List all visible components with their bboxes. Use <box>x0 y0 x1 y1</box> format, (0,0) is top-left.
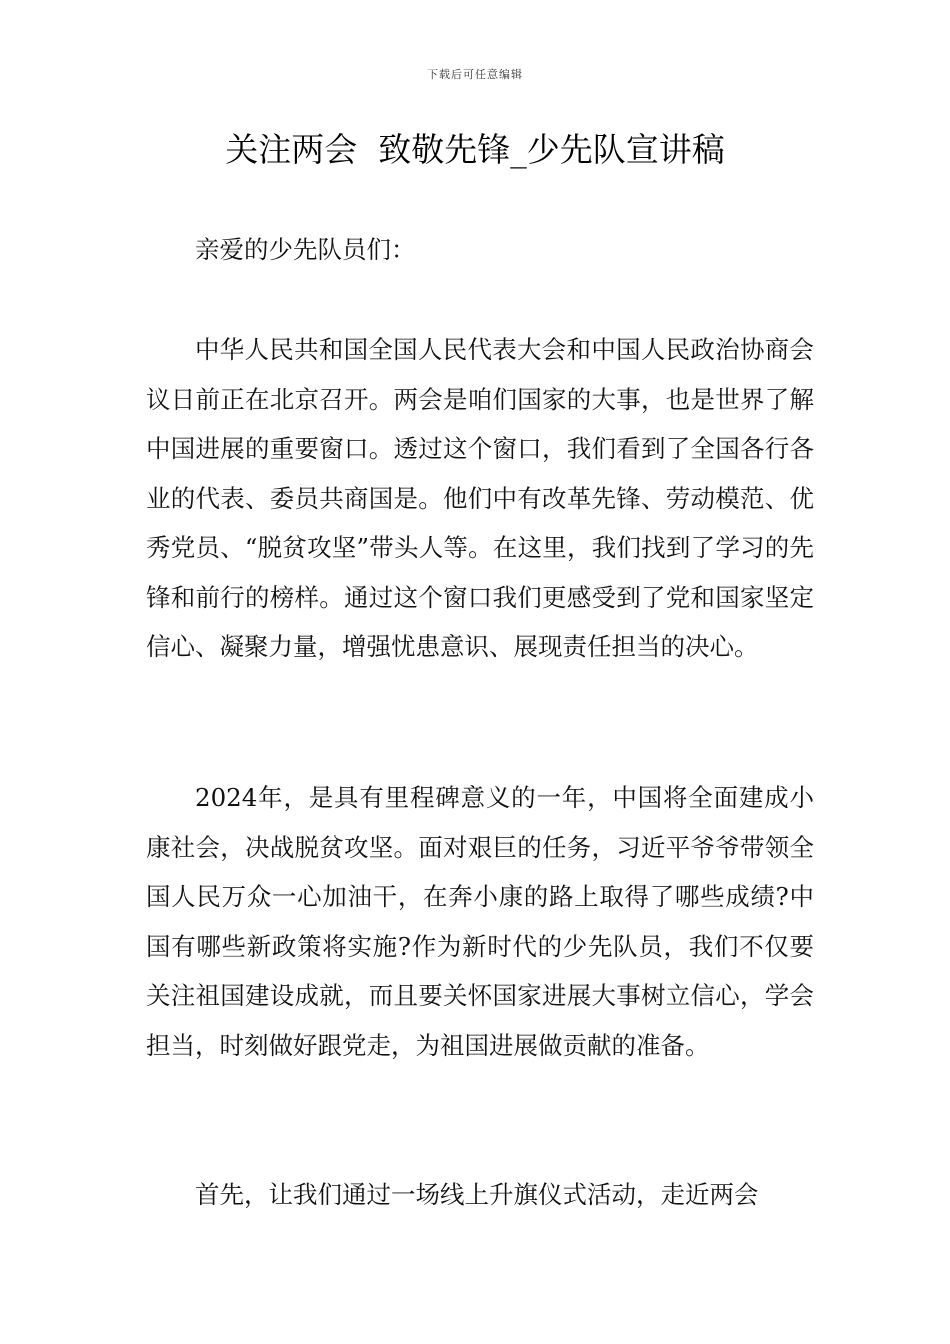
document-title: 关注两会 致敬先锋_少先队宣讲稿 <box>225 130 725 169</box>
paragraph-1: 中华人民共和国全国人民代表大会和中国人民政治协商会议日前正在北京召开。两会是咱们国家的大事，也是世界了解中国进展的重要窗口。透过这个窗口，我们看到了全国各行各业的代表、委员共商国是。他们中有改革先锋、劳动模范、优秀党员、“脱贫攻坚”带头人等。在这里，我们找到了学习的先锋和前行的榜样。通过这个窗口我们更感受到了党和国家坚定信心、凝聚力量，增强忧患意识、展现责任担当的决心。 <box>146 335 814 661</box>
paragraph-2: 2024年，是具有里程碑意义的一年，中国将全面建成小康社会，决战脱贫攻坚。面对艰巨的任务，习近平爷爷带领全国人民万众一心加油干，在奔小康的路上取得了哪些成绩?中国有哪些新政策将实施?作为新时代的少先队员，我们不仅要关注祖国建设成就，而且要关怀国家进展大事树立信心，学会担当，时刻做好跟党走，为祖国进展做贡献的准备。 <box>146 783 814 1060</box>
paragraph-3: 首先，让我们通过一场线上升旗仪式活动，走近两会 <box>195 1180 759 1209</box>
page-header-note: 下载后可任意编辑 <box>427 68 523 81</box>
salutation: 亲爱的少先队员们： <box>195 235 416 264</box>
